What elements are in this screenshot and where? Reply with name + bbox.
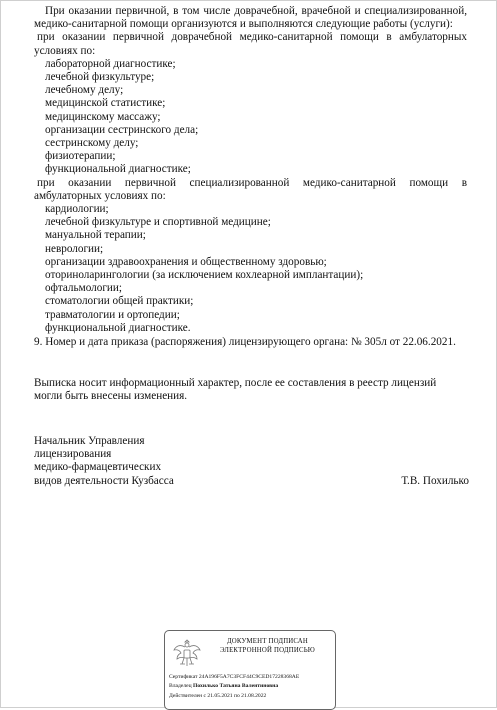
pmsp-list-item: функциональной диагностике;	[45, 163, 191, 176]
pmsp-list-item: медицинскому массажу;	[45, 110, 161, 123]
pmsp-list-item: лечебному делу;	[45, 84, 124, 97]
pmsp-list-item: медицинской статистике;	[45, 97, 166, 110]
spec-list-item: функциональной диагностике.	[45, 321, 191, 334]
pmsp-list-item: физиотерапии;	[45, 150, 116, 163]
spec-list-item: лечебной физкультуре и спортивной медицине;	[45, 216, 271, 229]
spec-list	[34, 203, 467, 335]
order-section	[34, 336, 467, 349]
stamp-info	[169, 673, 333, 701]
pmsp-list	[34, 58, 467, 177]
pmsp-list-item: организации сестринского дела;	[45, 123, 199, 136]
signer-title-line: Начальник Управления	[34, 435, 145, 447]
spec-list-item: офтальмологии;	[45, 282, 122, 295]
validity-line: Действителен с 21.05.2021 по 21.08.2022	[169, 692, 267, 699]
spec-list-item: мануальной терапии;	[45, 229, 146, 242]
intro-line: медико-санитарной помощи организуются и выполняются следующие работы (услуги):	[34, 18, 453, 31]
coat-of-arms-icon	[172, 636, 202, 670]
note-line: могли быть внесены изменения.	[34, 390, 188, 403]
order-line: 9. Номер и дата приказа (распоряжения) лицензирующего органа: № 305л от 22.06.2021.	[34, 336, 456, 348]
services-section	[34, 5, 467, 335]
signature-block	[34, 435, 469, 488]
spec-list-item: неврологии;	[45, 242, 104, 255]
pmsp-list-item: сестринскому делу;	[45, 137, 139, 150]
spec-list-item: травматологии и ортопедии;	[45, 308, 180, 321]
pmsp-heading: при оказании первичной доврачебной медико-санитарной помощи в амбулаторных	[37, 31, 467, 44]
spec-list-item: организации здравоохранения и общественному здоровью;	[45, 255, 327, 268]
owner-name: Похилько Татьяна Валентиновна	[193, 683, 279, 690]
electronic-signature-stamp	[164, 630, 336, 710]
signer-title-line: лицензирования	[34, 448, 112, 461]
spec-heading: амбулаторных условиях по:	[34, 189, 166, 202]
signer-name: Т.В. Похилько	[401, 474, 469, 487]
stamp-title-line: ДОКУМЕНТ ПОДПИСАН	[226, 638, 309, 645]
intro-line: При оказании первичной, в том числе доврачебной, врачебной и специализированной,	[45, 5, 467, 17]
pmsp-list-item: лабораторной диагностике;	[45, 57, 176, 70]
owner-label: Владелец	[169, 683, 192, 690]
pmsp-list-item: лечебной физкультуре;	[45, 71, 155, 84]
stamp-title	[205, 638, 330, 655]
spec-list-item: оториноларингологии (за исключением кохлеарной имплантации);	[45, 269, 364, 282]
note-section	[34, 377, 467, 403]
spec-list-item: стоматологии общей практики;	[45, 295, 194, 308]
certificate-line: Сертификат 24A196F5A7C3FCF44C9CED17228368AE	[169, 674, 300, 680]
spec-heading: при оказании первичной специализированной медико-санитарной помощи в	[37, 176, 467, 189]
stamp-title-line: ЭЛЕКТРОННОЙ ПОДПИСЬЮ	[220, 646, 315, 654]
note-line: Выписка носит информационный характер, после ее составления в реестр лицензий	[34, 377, 437, 389]
pmsp-heading: условиях по:	[34, 44, 96, 57]
owner-line	[169, 682, 333, 691]
signer-title-line: медико-фармацевтических	[34, 461, 162, 474]
signer-title-line: видов деятельности Кузбасса	[34, 474, 174, 487]
spec-list-item: кардиологии;	[45, 203, 109, 216]
